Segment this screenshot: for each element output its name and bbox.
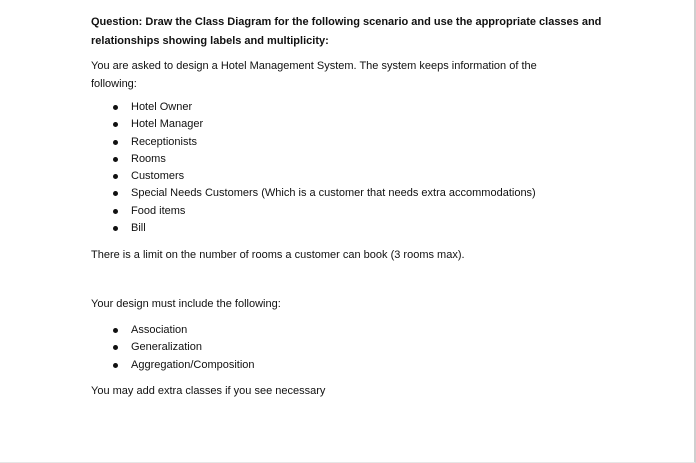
bullet-icon [113,157,118,162]
entity-label: Rooms [131,152,166,165]
bullet-icon [113,105,118,110]
list-item [110,116,536,133]
question-line-2: relationships showing labels and multiplicity: [91,35,329,47]
bullet-icon [113,363,118,368]
list-item [110,203,536,220]
list-item [110,220,536,237]
list-item [110,151,536,168]
limit-note: There is a limit on the number of rooms a customer can book (3 rooms max). [91,249,465,261]
bullet-icon [113,174,118,179]
list-item [110,185,536,202]
list-item [110,339,255,356]
intro-line-1: You are asked to design a Hotel Management System. The system keeps information of the [91,60,537,72]
entity-label: Receptionists [131,135,198,148]
entity-label: Hotel Manager [131,118,204,131]
requirement-list [110,322,255,374]
requirement-label: Aggregation/Composition [131,358,255,371]
list-item [110,322,255,339]
entity-label: Customers [131,170,185,183]
list-item [110,357,255,374]
requirement-label: Association [131,324,188,336]
bullet-icon [113,209,118,214]
question-heading [91,13,601,51]
design-intro: Your design must include the following: [91,298,281,310]
bullet-icon [113,122,118,127]
bullet-icon [113,140,118,145]
entity-label: Bill [131,222,146,235]
list-item [110,168,536,185]
intro-paragraph [91,57,537,93]
intro-line-2: following: [91,78,137,90]
closing-note: You may add extra classes if you see necessary [91,385,326,397]
list-item [110,134,536,151]
entity-list [110,99,536,237]
bullet-icon [113,345,118,350]
entity-label: Special Needs Customers (Which is a customer that needs extra accommodations) [131,187,536,200]
list-item [110,99,536,116]
entity-label: Food items [131,204,186,217]
entity-label: Hotel Owner [131,101,193,113]
question-line-1: Question: Draw the Class Diagram for the following scenario and use the appropriate classes and [91,16,602,28]
requirement-label: Generalization [131,341,202,354]
bullet-icon [113,191,118,196]
bullet-icon [113,328,118,333]
bullet-icon [113,226,118,231]
